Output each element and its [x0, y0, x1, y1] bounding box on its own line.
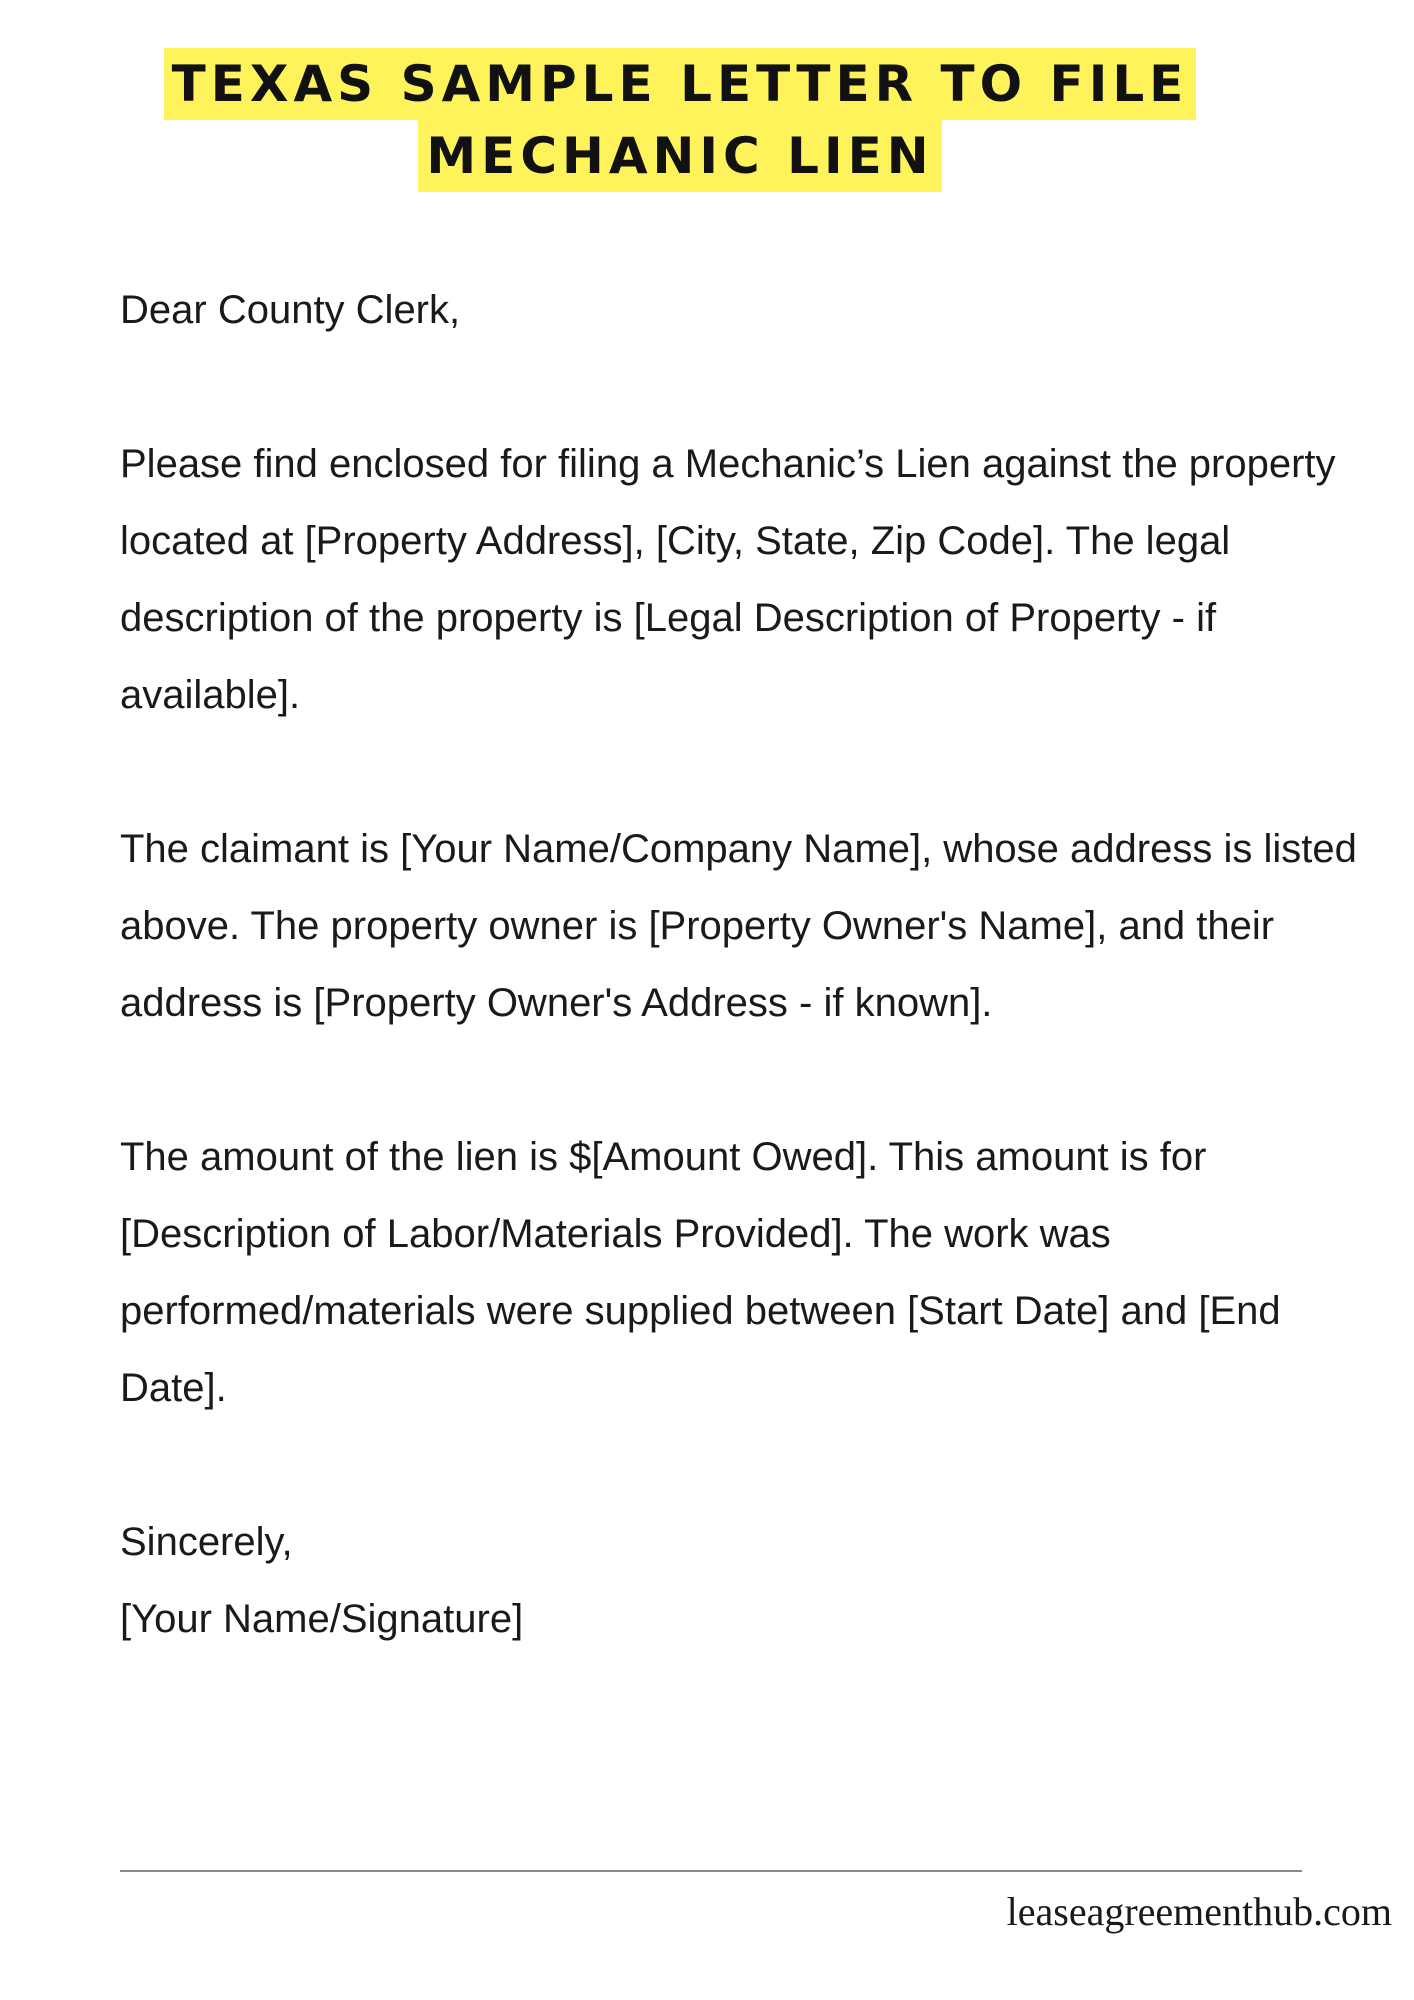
paragraph-property: Please find enclosed for filing a Mechanic’s Lien against the property located at [Property Address], [City, State, Zip Code]. The legal description of the property is [Legal Description of Property - if available]. — [120, 442, 1336, 717]
paragraph-claimant: The claimant is [Your Name/Company Name], whose address is listed above. The property owner is [Property Owner's Name], and their address is [Property Owner's Address - if known]. — [120, 827, 1357, 1025]
document-title — [0, 48, 1360, 192]
closing: Sincerely, — [120, 1520, 293, 1564]
footer-divider — [120, 1870, 1302, 1872]
signature: [Your Name/Signature] — [120, 1597, 524, 1641]
salutation: Dear County Clerk, — [120, 288, 461, 332]
letter-body — [120, 272, 1360, 1658]
paragraph-amount: The amount of the lien is $[Amount Owed]. This amount is for [Description of Labor/Materials Provided]. The work was performed/materials were supplied between [Start Date] and [End Date]. — [120, 1135, 1281, 1410]
footer-brand: leaseagreementhub.com — [1006, 1889, 1392, 1934]
title-line-1: TEXAS SAMPLE LETTER TO FILE — [164, 48, 1197, 120]
title-line-2: MECHANIC LIEN — [418, 120, 941, 192]
